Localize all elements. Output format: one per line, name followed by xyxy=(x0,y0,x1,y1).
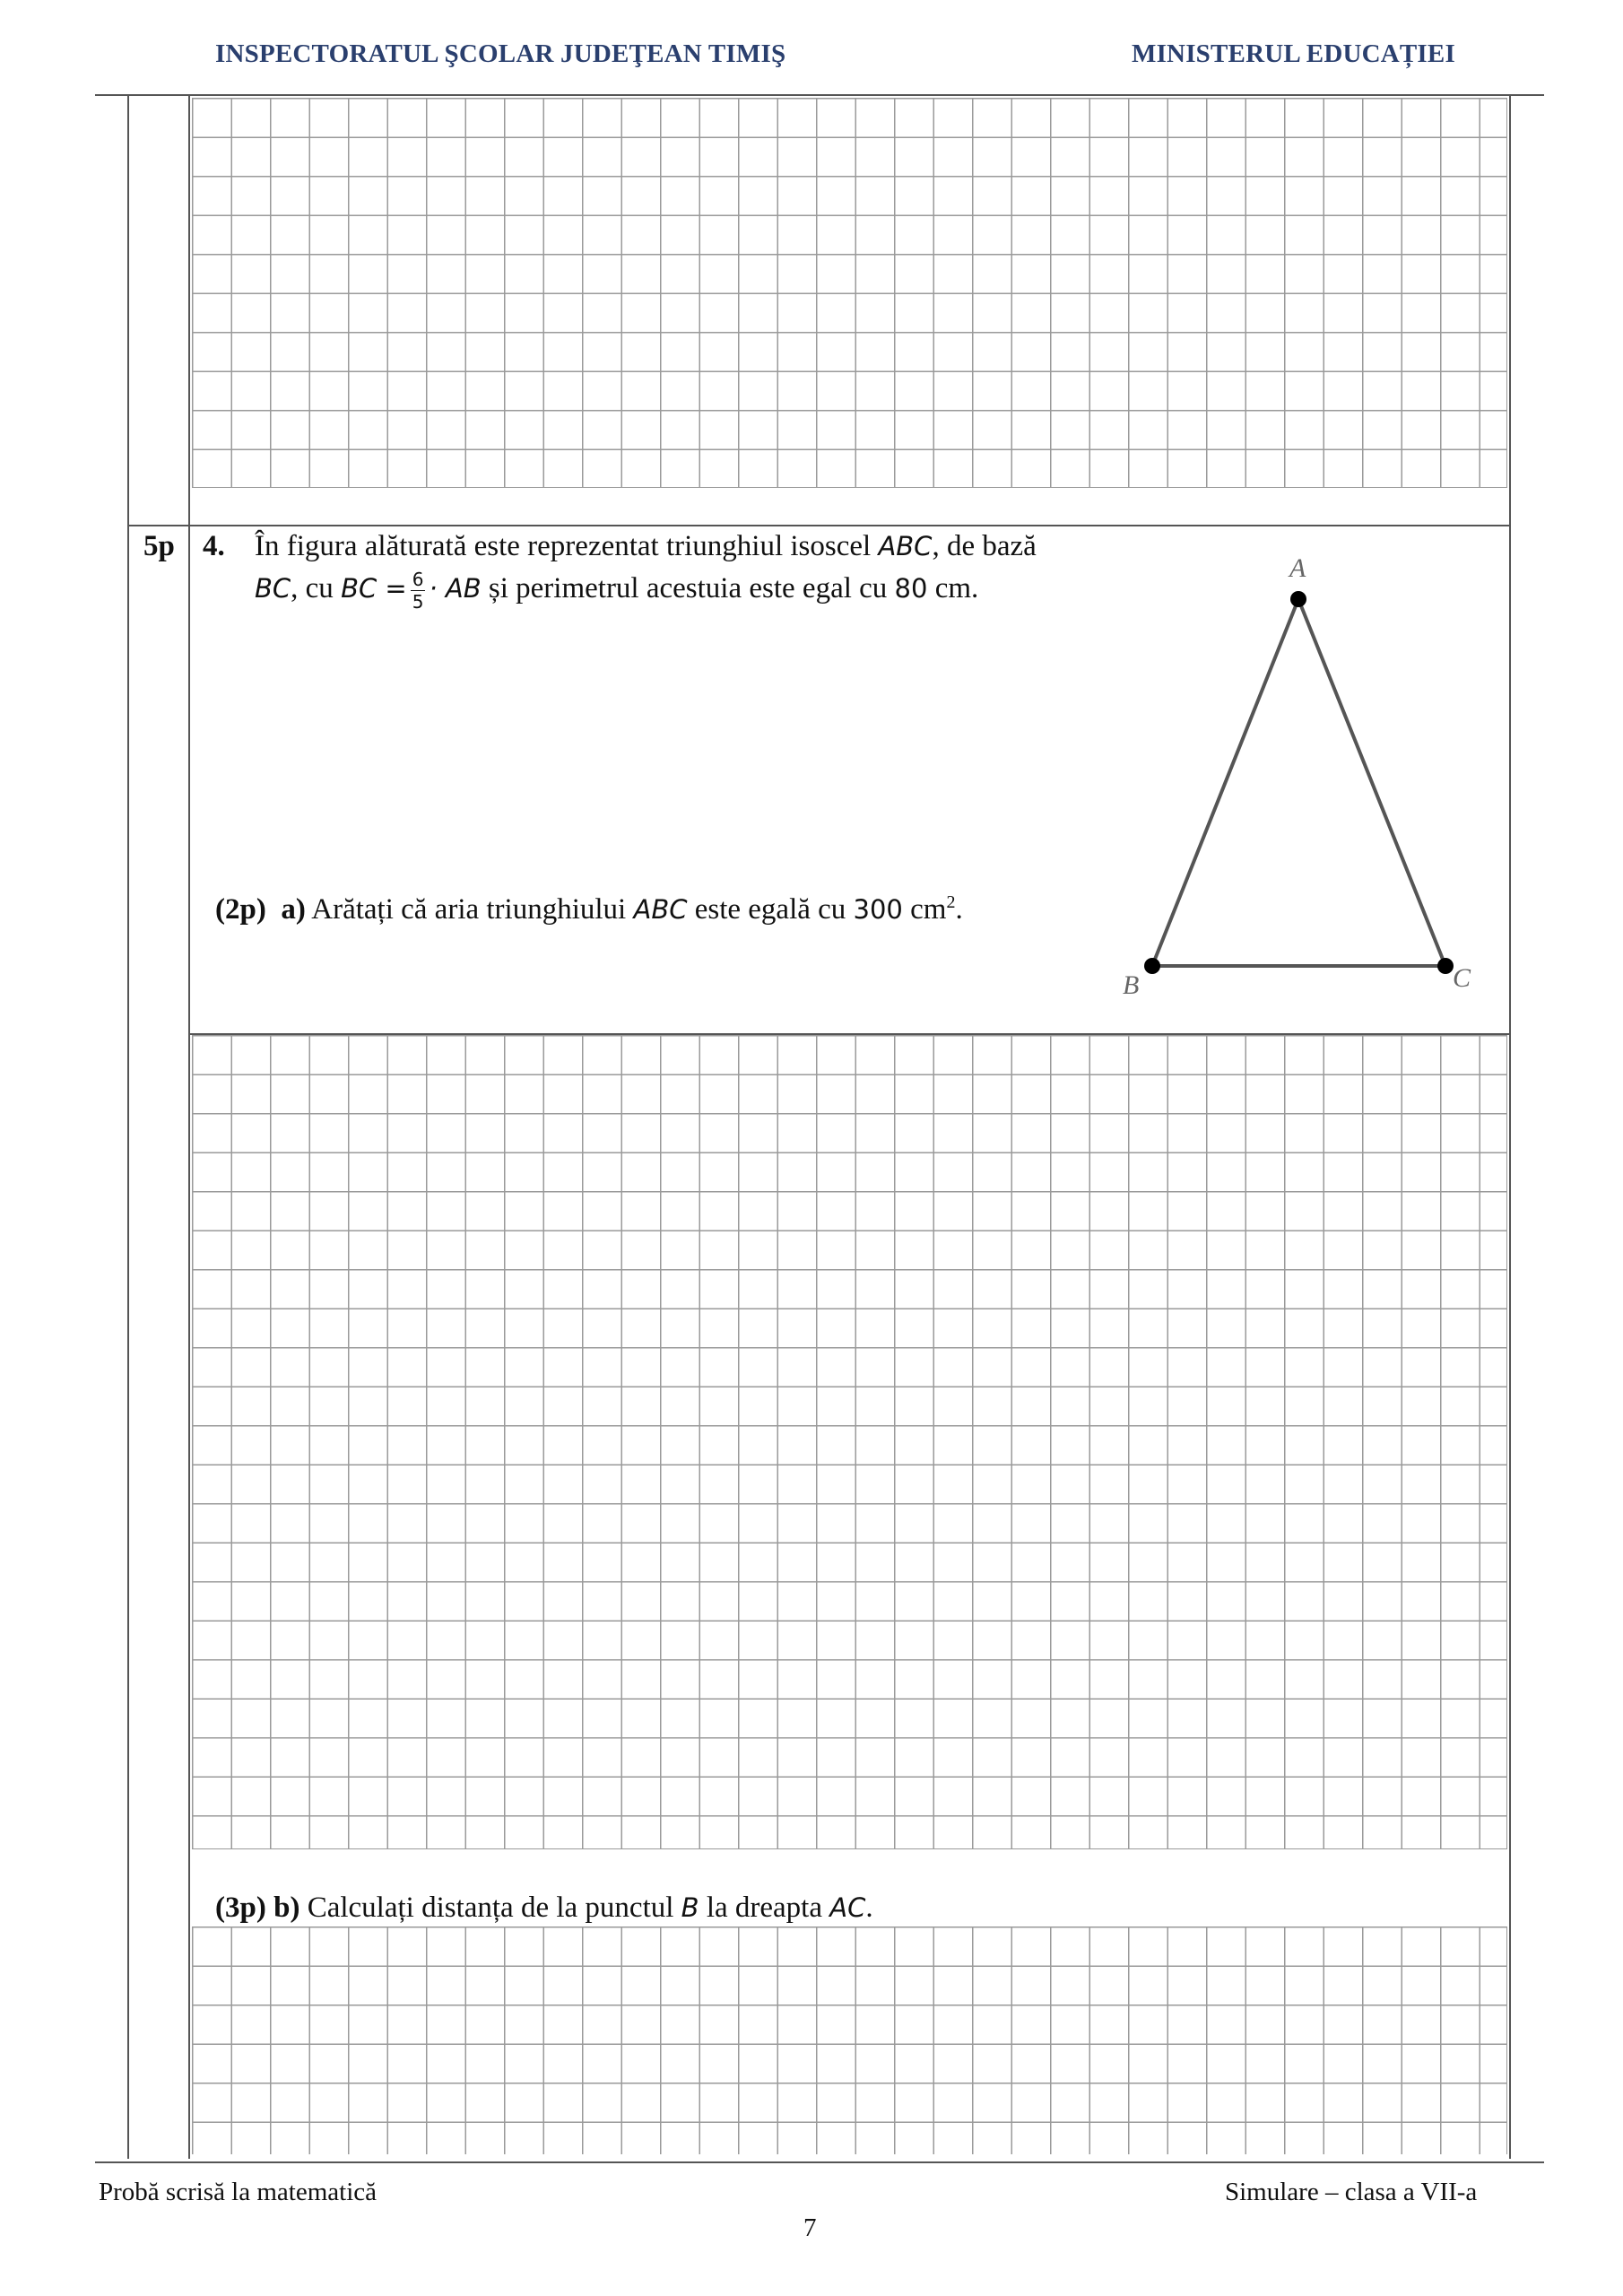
part-b-line: AC xyxy=(829,1892,866,1923)
left-outer-border xyxy=(127,96,129,2159)
part-b-mid: la dreapta xyxy=(699,1892,830,1924)
bc-equation: BC = xyxy=(341,573,407,604)
problem-intro-text: În figura alăturată este reprezentat triunghiul isoscel xyxy=(255,530,879,562)
cu-text: , cu xyxy=(291,572,342,605)
part-b-points: (3p) xyxy=(215,1892,266,1924)
perimeter-value: 80 xyxy=(894,573,928,604)
points-column-border xyxy=(188,96,190,2159)
footer-right: Simulare – clasa a VII-a xyxy=(1225,2178,1478,2206)
answer-grid-part-b[interactable] xyxy=(192,1926,1507,2154)
part-a-triangle: ABC xyxy=(633,894,688,925)
part-a-letter: a) xyxy=(281,893,306,926)
perimeter-text: și perimetrul acestuia este egal cu xyxy=(481,572,895,605)
part-b-statement xyxy=(215,1891,873,1926)
problem-number: 4. xyxy=(203,530,225,562)
vertex-b-dot xyxy=(1144,958,1160,974)
header-right: MINISTERUL EDUCAȚIEI xyxy=(1132,39,1455,68)
base-name: BC xyxy=(255,573,291,604)
fraction-denominator: 5 xyxy=(412,591,424,613)
part-b-point: B xyxy=(681,1892,699,1923)
perimeter-unit: cm. xyxy=(927,572,979,605)
answer-grid-part-a[interactable] xyxy=(192,1035,1507,1849)
part-b-letter: b) xyxy=(273,1892,300,1924)
vertex-c-label: C xyxy=(1453,963,1471,993)
vertex-c-dot xyxy=(1437,958,1454,974)
fraction-numerator: 6 xyxy=(412,569,424,590)
part-a-mid: este egală cu xyxy=(687,893,854,926)
header-rule xyxy=(95,94,1544,96)
part-a-unit: cm xyxy=(902,893,947,926)
answer-grid-top[interactable] xyxy=(192,98,1507,488)
part-a-exponent: 2 xyxy=(946,892,956,912)
right-outer-border xyxy=(1509,96,1511,2159)
times-ab: · AB xyxy=(429,573,482,604)
part-b-end: . xyxy=(865,1892,873,1924)
problem-line-2 xyxy=(255,570,978,611)
part-a-value: 300 xyxy=(853,894,903,925)
triangle-abc xyxy=(1152,599,1445,966)
part-a-points: (2p) xyxy=(215,893,266,926)
row-divider-top-left xyxy=(127,525,190,526)
header-left: INSPECTORATUL ŞCOLAR JUDEŢEAN TIMIŞ xyxy=(215,39,786,68)
part-b-text: Calculați distanța de la punctul xyxy=(299,1892,681,1924)
problem-points: 5p xyxy=(143,530,175,562)
triangle-figure xyxy=(1103,538,1506,1004)
fraction-six-fifths xyxy=(411,570,426,611)
triangle-name: ABC xyxy=(878,531,933,561)
problem-line-1 xyxy=(255,529,1037,565)
part-a-end: . xyxy=(955,893,963,926)
part-a-text: Arătați că aria triunghiului xyxy=(305,893,634,926)
problem-line1-end: , de bază xyxy=(932,530,1037,562)
page-number: 7 xyxy=(803,2213,817,2242)
part-a-statement xyxy=(215,891,963,928)
vertex-a-dot xyxy=(1290,591,1306,607)
footer-left: Probă scrisă la matematică xyxy=(99,2178,378,2206)
vertex-a-label: A xyxy=(1289,553,1306,583)
row-divider-top xyxy=(188,525,1511,526)
vertex-b-label: B xyxy=(1123,970,1140,1000)
footer-rule xyxy=(95,2161,1544,2163)
